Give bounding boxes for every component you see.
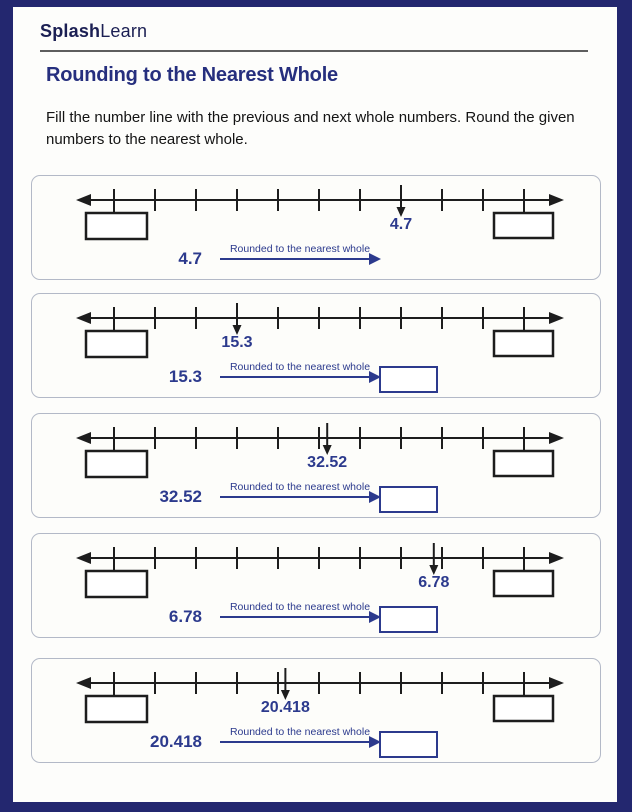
rounded-arrow (220, 481, 380, 498)
rounded-arrow (220, 361, 380, 378)
problem-panel (31, 533, 601, 638)
rounded-arrow (220, 726, 380, 743)
left-arrowhead-icon (76, 552, 91, 564)
marker-value-label: 32.52 (307, 454, 348, 471)
problem-panel (31, 175, 601, 280)
rounded-arrow-line (220, 616, 370, 618)
next-whole-box[interactable] (494, 571, 553, 596)
rounded-arrow-line (220, 741, 370, 743)
rounded-answer-box[interactable] (379, 731, 438, 758)
worksheet-page (13, 7, 617, 802)
left-arrowhead-icon (76, 194, 91, 206)
rounded-answer-box[interactable] (379, 606, 438, 633)
rounded-arrow-label: Rounded to the nearest whole (229, 481, 371, 493)
right-arrowhead-icon (549, 194, 564, 206)
rounded-arrow-label: Rounded to the nearest whole (229, 243, 371, 255)
header-divider (40, 50, 588, 52)
marker-value-label: 6.78 (418, 574, 450, 591)
problem-panel (31, 413, 601, 518)
number-line (32, 663, 602, 727)
previous-whole-box[interactable] (86, 571, 147, 597)
next-whole-box[interactable] (494, 331, 553, 356)
number-line (32, 298, 602, 362)
right-arrowhead-icon (549, 312, 564, 324)
previous-whole-box[interactable] (86, 696, 147, 722)
marker-value-label: 15.3 (221, 334, 253, 351)
previous-whole-box[interactable] (86, 331, 147, 357)
rounded-source-value: 20.418 (150, 732, 202, 751)
number-line (32, 418, 602, 482)
previous-whole-box[interactable] (86, 451, 147, 477)
instructions-text: Fill the number line with the previous and next whole numbers. Round the given numbers to the nearest whole. (46, 109, 575, 148)
rounded-source-value: 4.7 (178, 249, 202, 268)
splashlearn-logo (40, 21, 147, 42)
rounded-arrow (220, 601, 380, 618)
page-title: Rounding to the Nearest Whole (46, 64, 338, 86)
left-arrowhead-icon (76, 677, 91, 689)
problem-panel (31, 658, 601, 763)
right-arrowhead-icon (549, 432, 564, 444)
rounded-arrow (220, 243, 380, 260)
rounded-source-value: 15.3 (168, 367, 202, 386)
marker-value-label: 20.418 (260, 699, 310, 716)
number-line (32, 538, 602, 602)
rounded-arrow-label: Rounded to the nearest whole (229, 361, 371, 373)
right-arrowhead-icon (549, 552, 564, 564)
right-arrowhead-icon (549, 677, 564, 689)
left-arrowhead-icon (76, 312, 91, 324)
next-whole-box[interactable] (494, 213, 553, 238)
next-whole-box[interactable] (494, 451, 553, 476)
rounded-source-value: 6.78 (168, 607, 202, 626)
number-line (32, 180, 602, 244)
problem-panel (31, 293, 601, 398)
rounded-arrow-label: Rounded to the nearest whole (229, 601, 371, 613)
previous-whole-box[interactable] (86, 213, 147, 239)
rounded-answer-box[interactable] (379, 366, 438, 393)
logo-regular-part: Learn (100, 21, 148, 41)
rounded-source-value: 32.52 (159, 487, 202, 506)
rounded-answer-box[interactable] (379, 486, 438, 513)
rounded-arrow-line (220, 496, 370, 498)
rounded-arrow-line (220, 258, 370, 260)
logo-bold-part: Splash (40, 21, 101, 41)
rounded-arrow-line (220, 376, 370, 378)
left-arrowhead-icon (76, 432, 91, 444)
marker-value-label: 4.7 (389, 216, 413, 233)
next-whole-box[interactable] (494, 696, 553, 721)
rounded-arrow-label: Rounded to the nearest whole (229, 726, 371, 738)
